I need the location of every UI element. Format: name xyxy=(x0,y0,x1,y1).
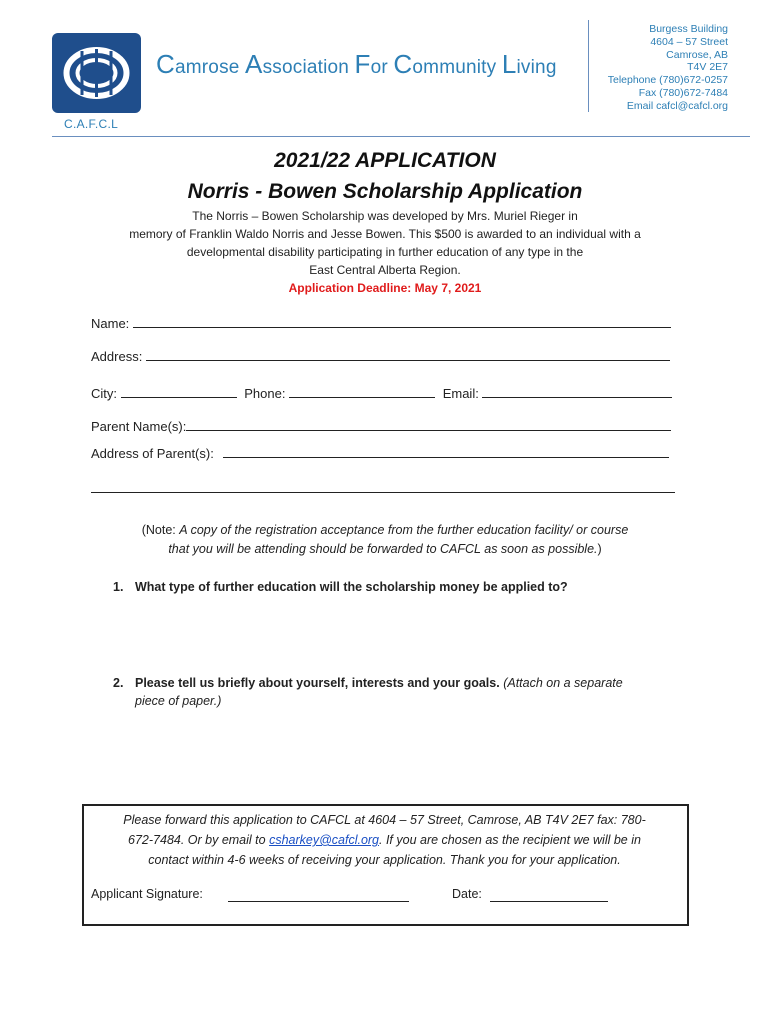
parent-names-field[interactable] xyxy=(91,418,671,434)
intro-line-1: The Norris – Bowen Scholarship was developed by Mrs. Muriel Rieger in xyxy=(192,209,578,223)
header-divider-horizontal xyxy=(52,136,750,137)
application-year-title: 2021/22 APPLICATION xyxy=(274,149,496,172)
parent-address-line-2[interactable] xyxy=(91,479,675,493)
email-line: Email cafcl@cafcl.org xyxy=(626,99,728,112)
address-field[interactable] xyxy=(91,348,670,364)
question-2-text: Please tell us briefly about yourself, interests and your goals. xyxy=(135,676,500,690)
question-2-number: 2. xyxy=(113,676,124,690)
email-label: Email: xyxy=(442,386,479,401)
question-2 xyxy=(113,676,623,690)
header-divider-vertical xyxy=(588,20,589,112)
contact-email-link[interactable]: csharkey@cafcl.org xyxy=(269,833,380,847)
contact-address-block xyxy=(608,23,728,113)
submission-instructions xyxy=(88,810,681,870)
fax-line: Fax (780)672-7484 xyxy=(638,86,728,99)
intro-line-3: developmental disability participating in further education of any type in the xyxy=(186,245,584,259)
question-1 xyxy=(113,580,568,594)
address-line: Burgess Building xyxy=(649,23,728,35)
date-line[interactable] xyxy=(490,888,608,902)
email-line-input[interactable] xyxy=(482,385,672,398)
organization-name: Camrose Association For Community Living xyxy=(156,49,557,79)
address-line: T4V 2E7 xyxy=(687,61,728,74)
name-label: Name: xyxy=(91,316,130,331)
city-phone-email-row xyxy=(91,385,672,401)
intro-line-4: East Central Alberta Region. xyxy=(309,263,461,277)
name-line[interactable] xyxy=(133,315,671,328)
instructions-line-2: 672-7484. Or by email to csharkey@cafcl.org. If you are chosen as the recipient we will be in xyxy=(128,833,641,847)
city-line[interactable] xyxy=(121,385,237,398)
note-line-1: (Note: A copy of the registration acceptance from the further education facility/ or course xyxy=(141,523,629,537)
question-2-note-cont: piece of paper.) xyxy=(135,694,222,708)
parent-address-line-1[interactable] xyxy=(223,445,669,458)
phone-line[interactable] xyxy=(289,385,435,398)
note-line-2: that you will be attending should be forwarded to CAFCL as soon as possible.) xyxy=(168,542,602,556)
city-label: City: xyxy=(91,386,117,401)
organization-abbreviation: C.A.F.C.L xyxy=(64,117,119,131)
instructions-line-3: contact within 4-6 weeks of receiving your application. Thank you for your application. xyxy=(148,853,621,867)
signature-line[interactable] xyxy=(228,888,409,902)
address-line: 4604 – 57 Street xyxy=(650,35,728,48)
intro-line-2: memory of Franklin Waldo Norris and Jesse Bowen. This $500 is awarded to an individual with a xyxy=(129,227,641,241)
parent-names-line[interactable] xyxy=(186,418,671,431)
address-line-input[interactable] xyxy=(146,348,670,361)
signature-label: Applicant Signature: xyxy=(91,887,203,901)
cafcl-logo xyxy=(52,33,141,113)
phone-label: Phone: xyxy=(244,386,286,401)
date-label: Date: xyxy=(452,887,482,901)
scholarship-title: Norris - Bowen Scholarship Application xyxy=(187,180,583,203)
question-2-note: (Attach on a separate xyxy=(503,676,623,690)
address-label: Address: xyxy=(91,349,143,364)
telephone-line: Telephone (780)672-0257 xyxy=(607,74,728,87)
address-line: Camrose, AB xyxy=(666,48,728,61)
question-1-text: What type of further education will the scholarship money be applied to? xyxy=(135,580,568,594)
parent-names-label: Parent Name(s): xyxy=(91,419,187,434)
instructions-line-1: Please forward this application to CAFCL at 4604 – 57 Street, Camrose, AB T4V 2E7 fax: 780- xyxy=(123,813,646,827)
parent-address-field[interactable] xyxy=(91,445,669,461)
logo-ring-icon xyxy=(52,33,141,113)
application-deadline: Application Deadline: May 7, 2021 xyxy=(288,281,482,295)
parent-address-label: Address of Parent(s): xyxy=(91,446,214,461)
name-field[interactable] xyxy=(91,315,671,331)
question-1-number: 1. xyxy=(113,580,124,594)
